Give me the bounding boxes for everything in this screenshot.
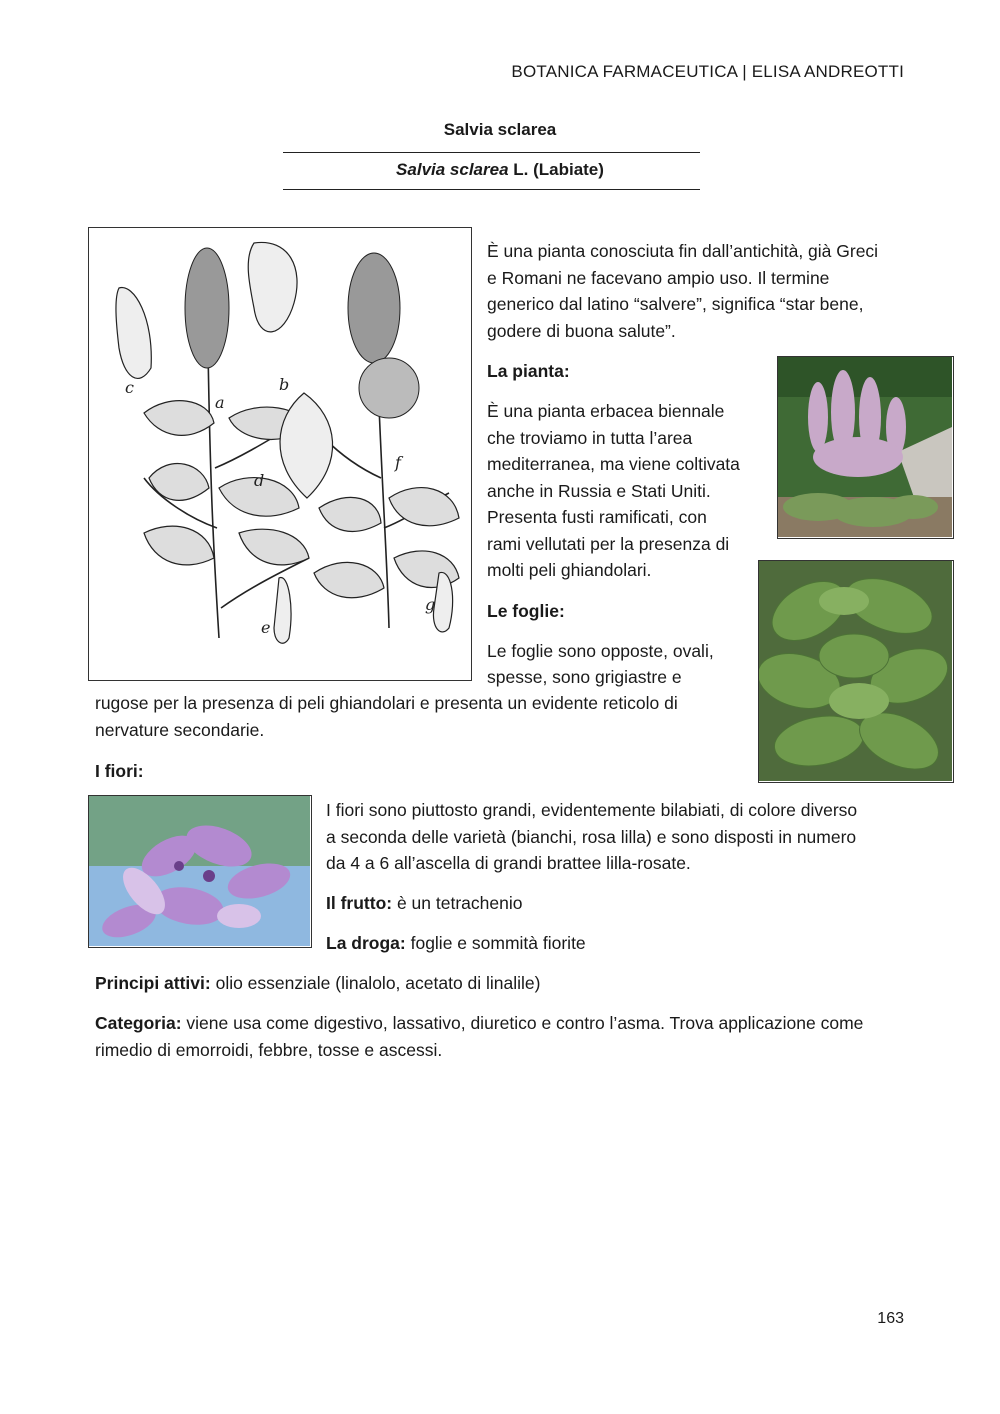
pianta-line: È una pianta erbacea biennale [487,401,725,421]
label-a: a [215,393,225,412]
label-f: f [395,453,401,472]
running-header: BOTANICA FARMACEUTICA | ELISA ANDREOTTI [511,62,904,81]
categoria-line-1 [95,1010,863,1037]
intro-line: godere di buona salute”. [487,320,676,341]
page-title: Salvia sclarea [443,120,557,139]
principi-label: Principi attivi: [95,973,211,993]
species-name: Salvia sclarea [396,160,509,179]
label-d: d [254,471,265,490]
frutto-label: Il frutto: [326,893,393,913]
categoria-text: viene usa come digestivo, lassativo, diuretico e contro l’asma. Trova applicazione come [181,1013,864,1033]
droga-line [326,930,586,957]
flowers-photo [88,795,312,948]
title-rule-top [283,152,700,153]
categoria-line-2: rimedio di emorroidi, febbre, tosse e ascessi. [95,1039,443,1060]
intro-line: generico dal latino “salvere”, significa “star bene, [487,294,864,314]
pianta-paragraph [487,398,740,584]
intro-line: È una pianta conosciuta fin dall’antichità, già Greci [487,241,879,261]
fiori-line: I fiori sono piuttosto grandi, evidentemente bilabiati, di colore diverso [326,800,858,820]
principi-text: olio essenziale (linalolo, acetato di linalile) [210,973,541,993]
fiori-paragraph [326,797,857,877]
label-e: e [261,618,271,637]
intro-line: e Romani ne facevano ampio uso. Il termine [487,267,830,288]
pianta-heading: La pianta: [487,361,570,381]
title-rule-bottom [283,189,700,190]
label-c: c [125,378,134,397]
pianta-line: anche in Russia e Stati Uniti. [487,480,711,501]
foglie-heading: Le foglie: [487,601,565,621]
fiori-line: a seconda delle varietà (bianchi, rosa lilla) e sono disposti in numero [326,826,857,847]
foglie-line-3: rugose per la presenza di peli ghiandolari e presenta un evidente reticolo di [95,693,678,713]
label-g: g [425,595,436,614]
categoria-label: Categoria: [95,1013,182,1033]
botanical-illustration [88,227,472,681]
species-family: L. (Labiate) [508,160,604,179]
droga-text: foglie e sommità fiorite [405,933,586,953]
frutto-text: è un tetrachenio [392,893,523,913]
categoria-paragraph [95,1010,863,1063]
pianta-line: molti peli ghiandolari. [487,560,652,580]
frutto-line [326,890,522,917]
plant-photo [777,356,954,539]
label-b: b [279,375,290,394]
page-number: 163 [877,1310,904,1327]
principi-line [95,970,540,997]
fiori-line: da 4 a 6 all’ascella di grandi brattee lilla-rosate. [326,853,691,873]
pianta-line: Presenta fusti ramificati, con [487,507,707,527]
pianta-line: mediterranea, ma viene coltivata [487,454,740,474]
fiori-heading: I fiori: [95,761,144,781]
foglie-line-2: spesse, sono grigiastre e [487,667,682,687]
page-subtitle [0,160,1000,180]
pianta-line: rami vellutati per la presenza di [487,533,730,554]
pianta-line: che troviamo in tutta l’area [487,427,693,448]
droga-label: La droga: [326,933,406,953]
leaves-photo [758,560,954,783]
foglie-line-4: nervature secondarie. [95,720,265,740]
intro-paragraph [487,238,878,344]
foglie-line-1: Le foglie sono opposte, ovali, [487,641,714,661]
